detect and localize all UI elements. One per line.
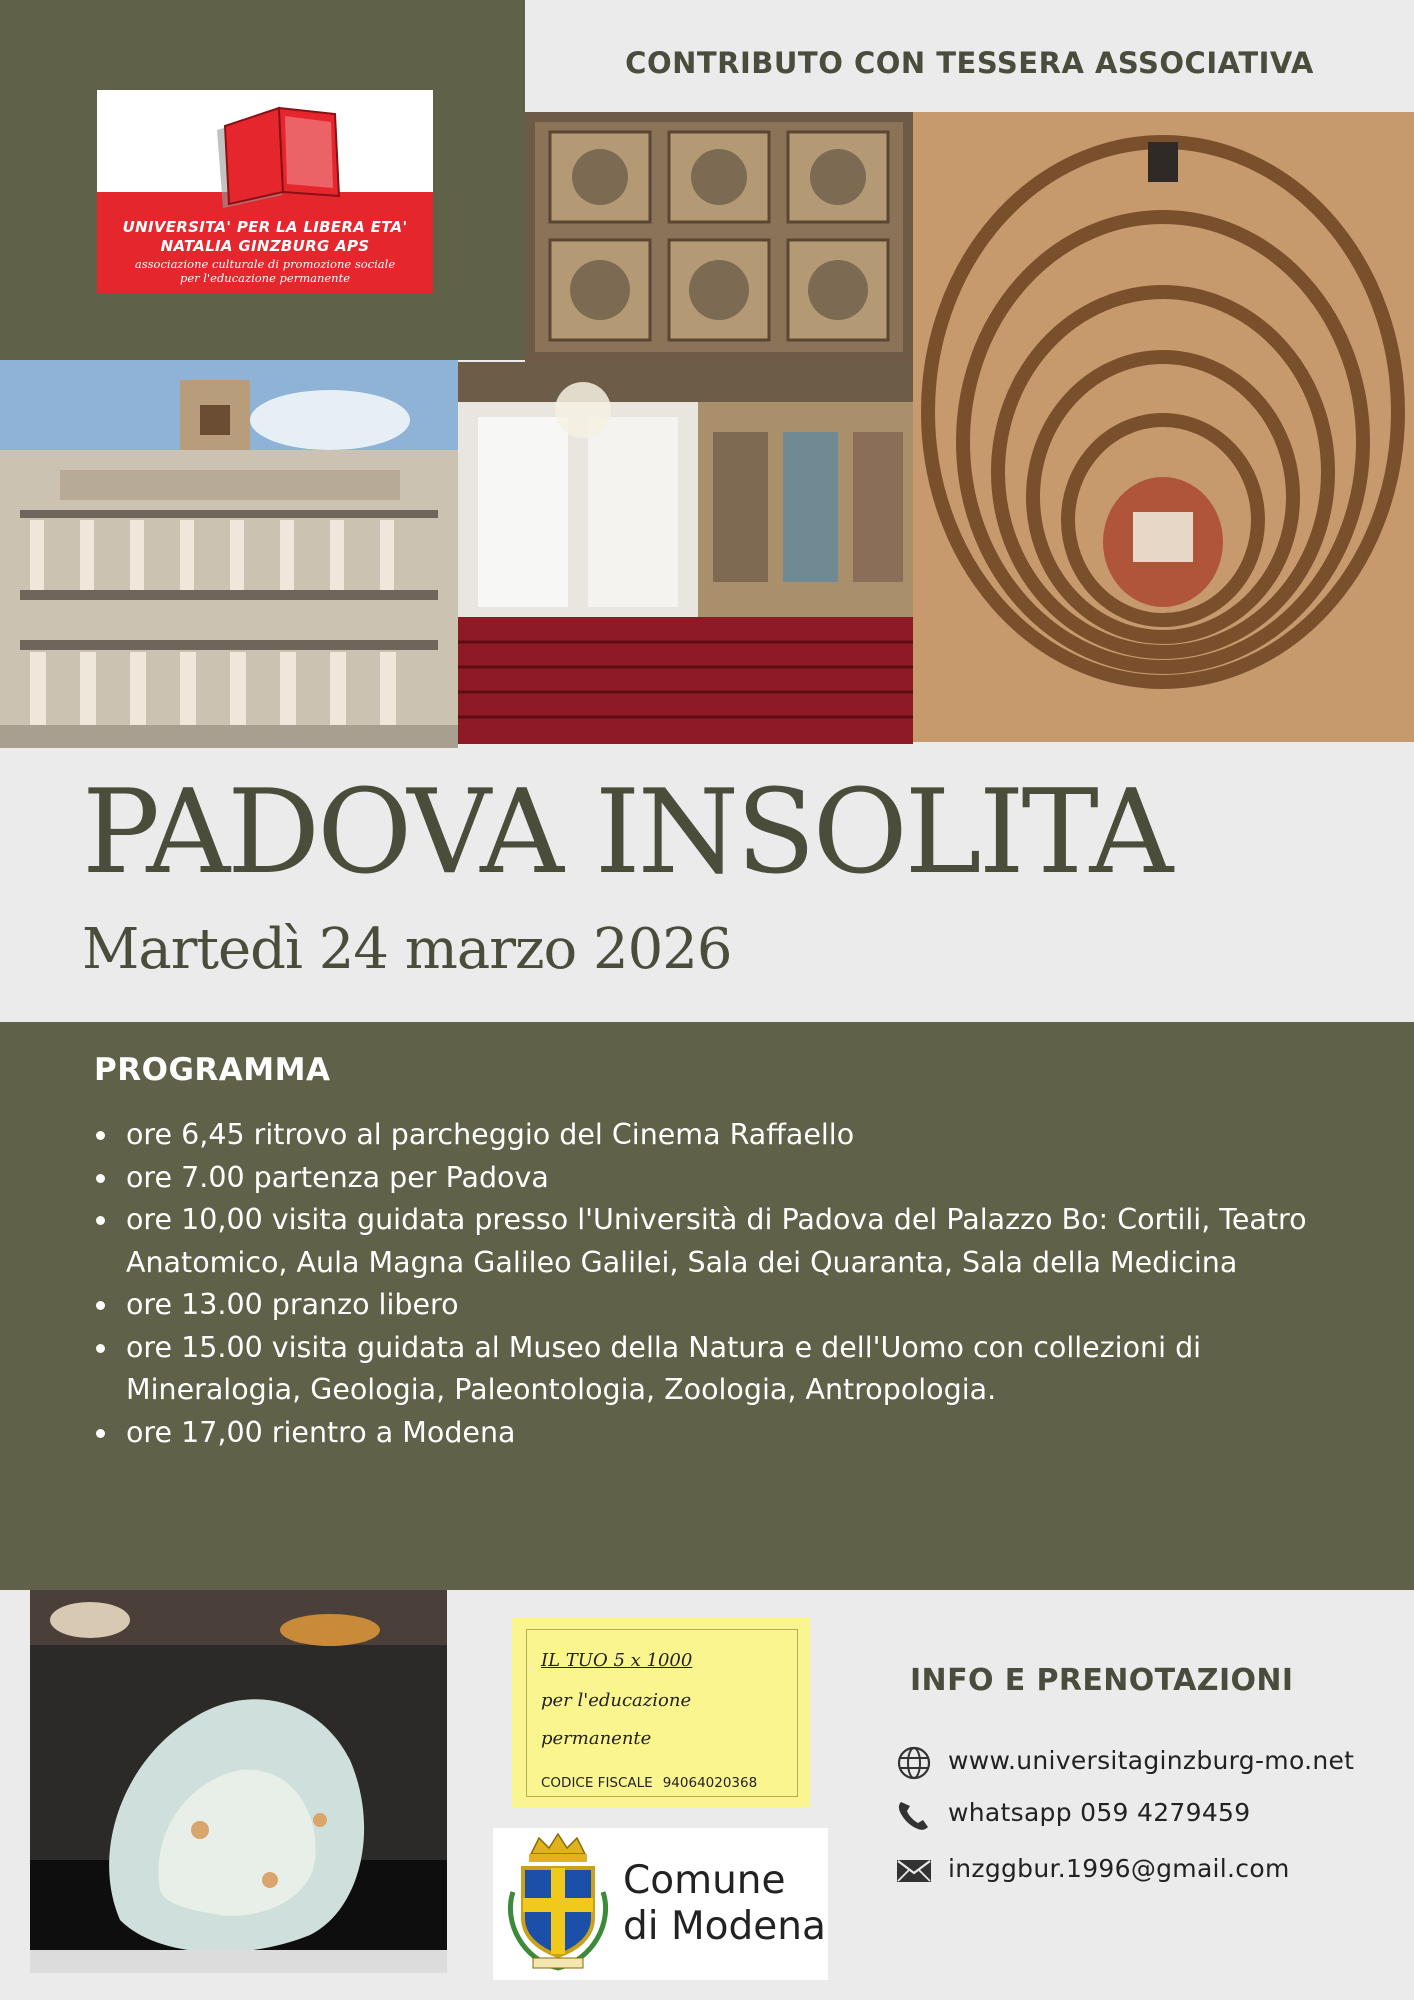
tax-code-value: 94064020368	[662, 1775, 758, 1791]
program-list	[94, 1114, 1354, 1454]
comune-di-modena-logo	[493, 1828, 828, 1980]
association-logo	[97, 90, 433, 293]
program-section	[0, 1022, 1414, 1590]
aula-magna-hall-photo	[458, 362, 913, 744]
note-line-1: IL TUO 5 x 1000	[541, 1650, 693, 1671]
whatsapp-number[interactable]: whatsapp 059 4279459	[948, 1798, 1251, 1827]
email-address[interactable]: inzggbur.1996@gmail.com	[948, 1854, 1290, 1883]
logo-line-4: per l'educazione permanente	[179, 271, 351, 285]
anatomical-theatre-photo	[913, 112, 1414, 742]
comune-line-2: di Modena	[623, 1904, 826, 1949]
envelope-icon	[895, 1854, 933, 1888]
info-heading: INFO E PRENOTAZIONI	[910, 1663, 1294, 1698]
aula-magna-ceiling-photo	[525, 112, 913, 362]
palazzo-bo-courtyard-photo	[0, 360, 458, 748]
program-item: ore 15.00 visita guidata al Museo della Natura e dell'Uomo con collezioni di Mineralogia, Geologia, Paleontologia, Zoologia, Antropologia.	[94, 1327, 1354, 1412]
logo-line-1: UNIVERSITA' PER LA LIBERA ETA'	[122, 218, 408, 236]
open-book-icon	[207, 100, 357, 210]
event-title: PADOVA INSOLITA	[82, 765, 1171, 900]
logo-line-2: NATALIA GINZBURG APS	[160, 237, 370, 255]
comune-line-1: Comune	[623, 1858, 786, 1903]
globe-icon	[895, 1746, 933, 1780]
program-item: ore 6,45 ritrovo al parcheggio del Cinema Raffaello	[94, 1114, 1354, 1157]
event-date: Martedì 24 marzo 2026	[82, 917, 732, 982]
program-item: ore 13.00 pranzo libero	[94, 1284, 1354, 1327]
modena-crest-icon	[503, 1832, 613, 1976]
contribution-note: CONTRIBUTO CON TESSERA ASSOCIATIVA	[625, 46, 1314, 80]
program-item: ore 10,00 visita guidata presso l'Università di Padova del Palazzo Bo: Cortili, Teatro Anatomico, Aula Magna Galileo Galilei, Sala dei Quaranta, Sala della Medicina	[94, 1199, 1354, 1284]
program-item: ore 7.00 partenza per Padova	[94, 1157, 1354, 1200]
tax-code	[541, 1775, 757, 1791]
note-line-2: per l'educazione	[541, 1690, 692, 1711]
logo-panel	[0, 0, 525, 360]
note-line-3: permanente	[541, 1728, 652, 1749]
phone-icon	[895, 1798, 933, 1832]
logo-line-3: associazione culturale di promozione sociale	[134, 257, 396, 271]
mineral-specimen-photo	[30, 1590, 447, 1973]
program-heading: PROGRAMMA	[94, 1052, 331, 1088]
note-border	[526, 1629, 798, 1797]
website-link[interactable]: www.universitaginzburg-mo.net	[948, 1746, 1355, 1775]
tax-code-label: CODICE FISCALE	[541, 1775, 653, 1791]
five-per-thousand-note	[512, 1617, 810, 1807]
program-item: ore 17,00 rientro a Modena	[94, 1412, 1354, 1455]
